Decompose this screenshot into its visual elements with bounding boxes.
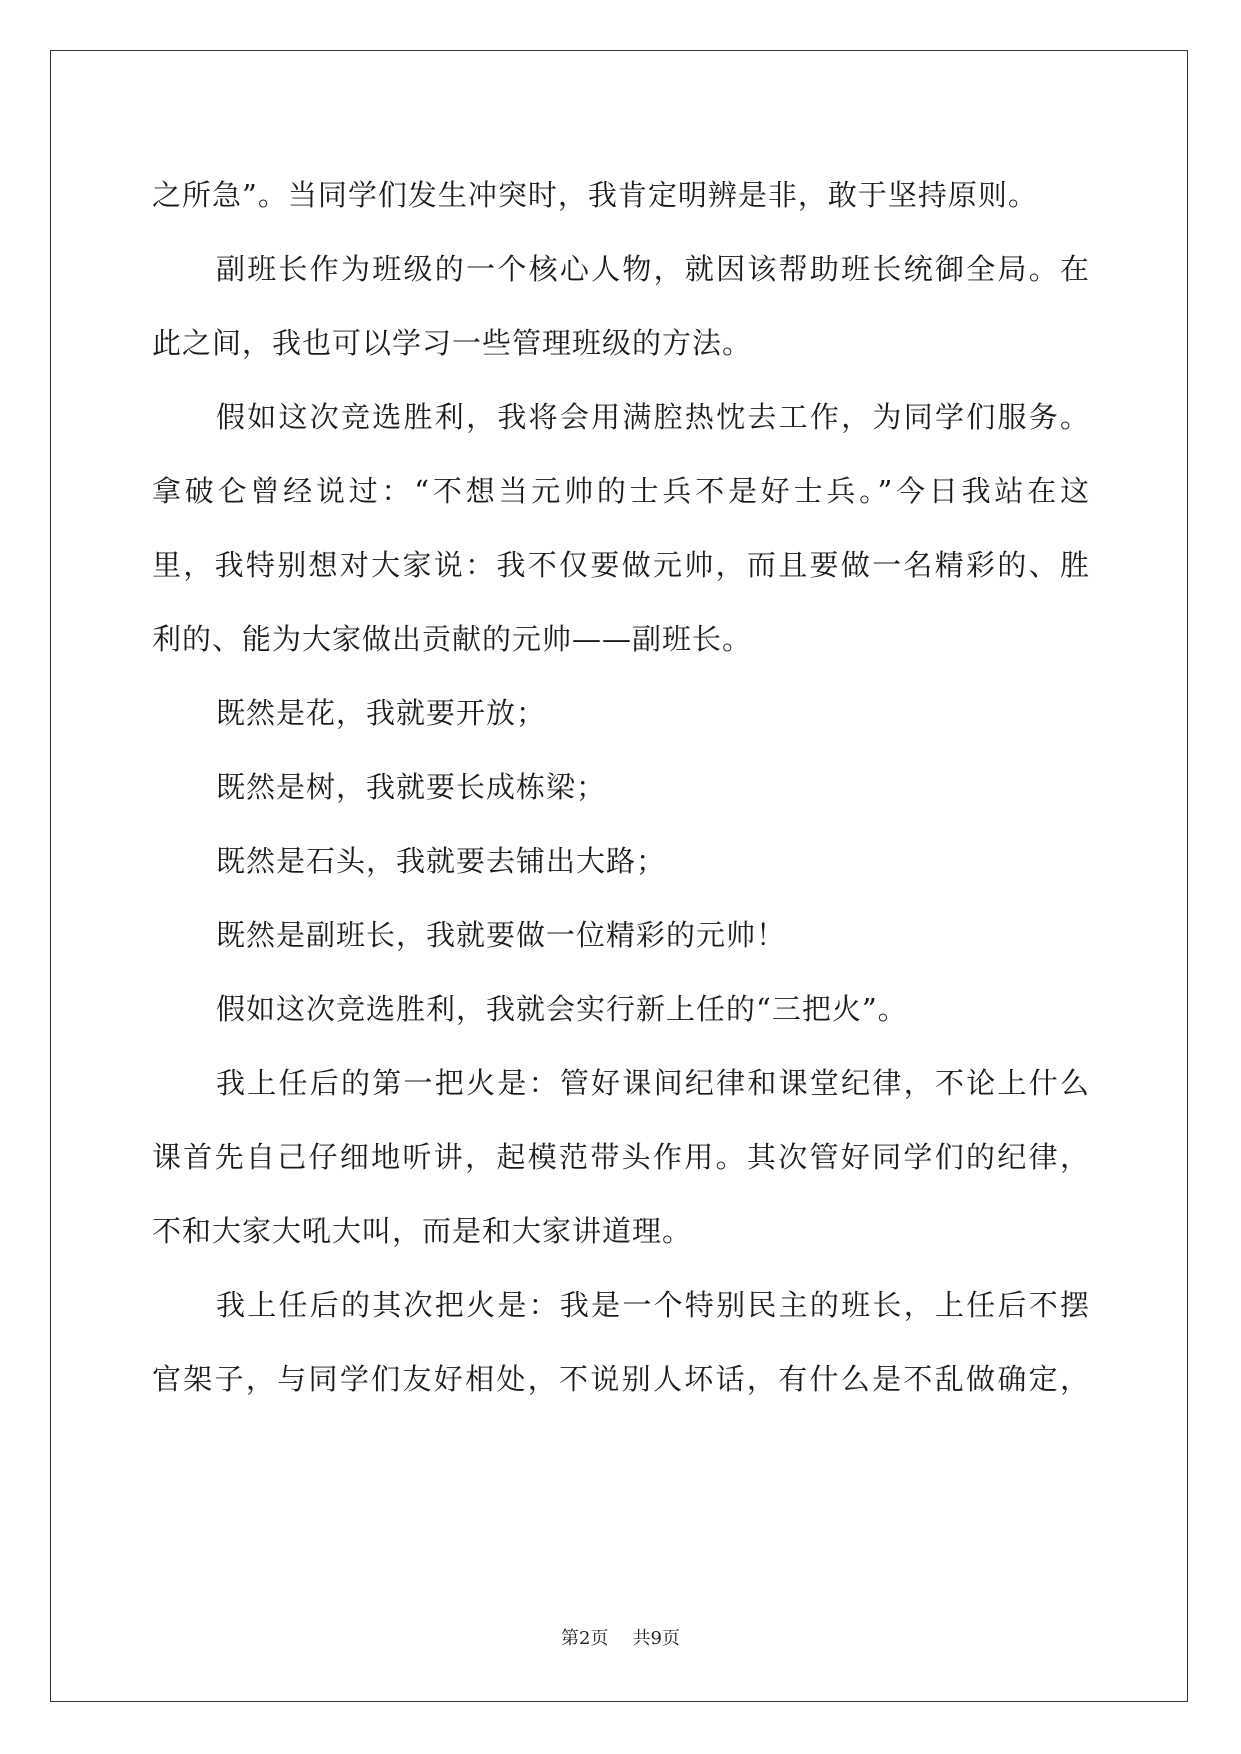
text-line: 副班长作为班级的一个核心人物，就因该帮助班长统御全局。在 (216, 252, 1090, 286)
text-line: 不和大家大吼大叫，而是和大家讲道理。 (152, 1214, 693, 1248)
text-line: 里，我特别想对大家说：我不仅要做元帅，而且要做一名精彩的、胜 (152, 548, 1090, 582)
document-body (152, 158, 1090, 1416)
text-line: 课首先自己仔细地听讲，起模范带头作用。其次管好同学们的纪律， (152, 1140, 1090, 1174)
text-line: 之所急”。当同学们发生冲突时，我肯定明辨是非，敢于坚持原则。 (152, 178, 1038, 212)
page-footer (0, 1624, 1241, 1650)
text-line: 我上任后的第一把火是：管好课间纪律和课堂纪律，不论上什么 (216, 1066, 1090, 1100)
text-line: 利的、能为大家做出贡献的元帅——副班长。 (152, 622, 753, 656)
page-number: 第2页 (561, 1628, 609, 1649)
text-line: 我上任后的其次把火是：我是一个特别民主的班长，上任后不摆 (216, 1288, 1090, 1322)
text-line: 既然是花，我就要开放； (216, 696, 547, 730)
page-total: 共9页 (632, 1628, 680, 1649)
text-line: 此之间，我也可以学习一些管理班级的方法。 (152, 326, 753, 360)
text-line: 拿破仑曾经说过：“不想当元帅的士兵不是好士兵。”今日我站在这 (152, 474, 1090, 508)
text-line: 既然是树，我就要长成栋梁； (216, 770, 607, 804)
text-line: 既然是石头，我就要去铺出大路； (216, 844, 667, 878)
text-line: 既然是副班长，我就要做一位精彩的元帅！ (216, 918, 787, 952)
text-line: 假如这次竞选胜利，我就会实行新上任的“三把火”。 (216, 992, 908, 1026)
text-line: 假如这次竞选胜利，我将会用满腔热忱去工作，为同学们服务。 (216, 400, 1090, 434)
text-line: 官架子，与同学们友好相处，不说别人坏话，有什么是不乱做确定， (152, 1362, 1090, 1396)
